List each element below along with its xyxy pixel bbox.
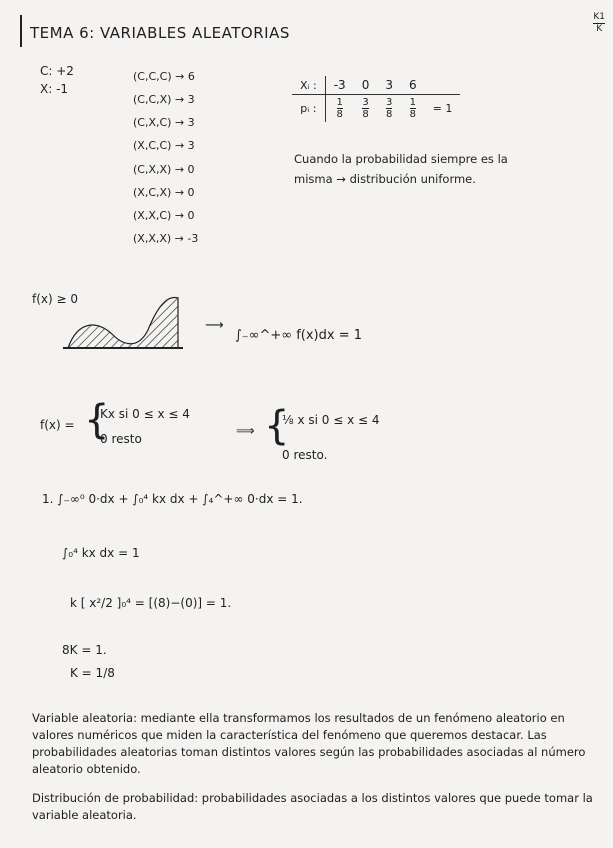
definition-probability-distribution: Distribución de probabilidad: probabilidades asociadas a los distintos valores que puede tomar la variable aleatoria. (32, 791, 593, 822)
piecewise-right-case: 0 resto. (282, 448, 328, 462)
page-title: TEMA 6: VARIABLES ALEATORIAS (30, 24, 290, 42)
density-integral: ∫₋∞^+∞ f(x)dx = 1 (235, 328, 362, 343)
outcome-item: (C,C,C) → 6 (133, 70, 195, 83)
outcome-item: (C,X,C) → 3 (133, 116, 195, 129)
coin-legend-c: C: +2 (40, 64, 74, 78)
corner-mark-top: K1 (593, 12, 605, 22)
piecewise-left-label: f(x) = (40, 418, 75, 432)
corner-mark (593, 12, 605, 35)
arrow-icon: ⟶ (205, 318, 224, 333)
density-sketch (58, 290, 188, 360)
integral-step-4: 8K = 1. (62, 643, 107, 657)
sum-suffix: = 1 (432, 102, 453, 115)
p-fraction: $\frac{1}{8}$ (336, 97, 343, 120)
margin-bar (20, 15, 22, 47)
brace-icon: { (264, 403, 290, 449)
outcome-item: (X,X,X) → -3 (133, 232, 199, 245)
piecewise-right-case: ⅛ x si 0 ≤ x ≤ 4 (282, 413, 380, 427)
integral-step-3: k [ x²/2 ]₀⁴ = [(8)−(0)] = 1. (70, 596, 232, 610)
x-value: 6 (401, 76, 425, 95)
integral-step-5: K = 1/8 (70, 666, 115, 680)
corner-mark-bottom: K (593, 23, 605, 35)
outcome-item: (C,X,X) → 0 (133, 163, 195, 176)
coin-legend-x: X: -1 (40, 82, 69, 96)
brace-icon: { (84, 397, 110, 443)
p-fraction: $\frac{1}{8}$ (409, 97, 416, 120)
integral-step-1: 1. ∫₋∞⁰ 0·dx + ∫₀⁴ kx dx + ∫₄^+∞ 0·dx = 1. (42, 492, 303, 506)
distribution-table (292, 76, 460, 122)
x-value: 3 (377, 76, 401, 95)
implies-icon: ⟹ (236, 424, 255, 439)
uniform-note-line: Cuando la probabilidad siempre es la (294, 152, 508, 166)
definition-random-variable: Variable aleatoria: mediante ella transformamos los resultados de un fenómeno aleatorio en valores numéricos que miden la característica del fenómeno que queremos destacar. Las probabilidades aleatorias toman distintos valores según las probabilidades asociadas al número aleatorio obtenido. (32, 711, 586, 776)
p-fraction: $\frac{3}{8}$ (362, 97, 369, 120)
outcome-item: (X,C,X) → 0 (133, 186, 195, 199)
x-value: -3 (325, 76, 353, 95)
piecewise-left-case: Kx si 0 ≤ x ≤ 4 (100, 407, 190, 421)
x-label: Xᵢ : (292, 76, 325, 95)
p-fraction: $\frac{3}{8}$ (385, 97, 393, 120)
integral-step-2: ∫₀⁴ kx dx = 1 (62, 546, 140, 560)
uniform-note-line: misma → distribución uniforme. (294, 172, 476, 186)
x-value: 0 (354, 76, 378, 95)
outcome-item: (C,C,X) → 3 (133, 93, 195, 106)
outcome-item: (X,X,C) → 0 (133, 209, 195, 222)
outcome-item: (X,C,C) → 3 (133, 139, 195, 152)
density-condition: f(x) ≥ 0 (32, 292, 79, 306)
piecewise-left-case: 0 resto (100, 432, 142, 446)
p-label: pᵢ : (292, 95, 325, 123)
